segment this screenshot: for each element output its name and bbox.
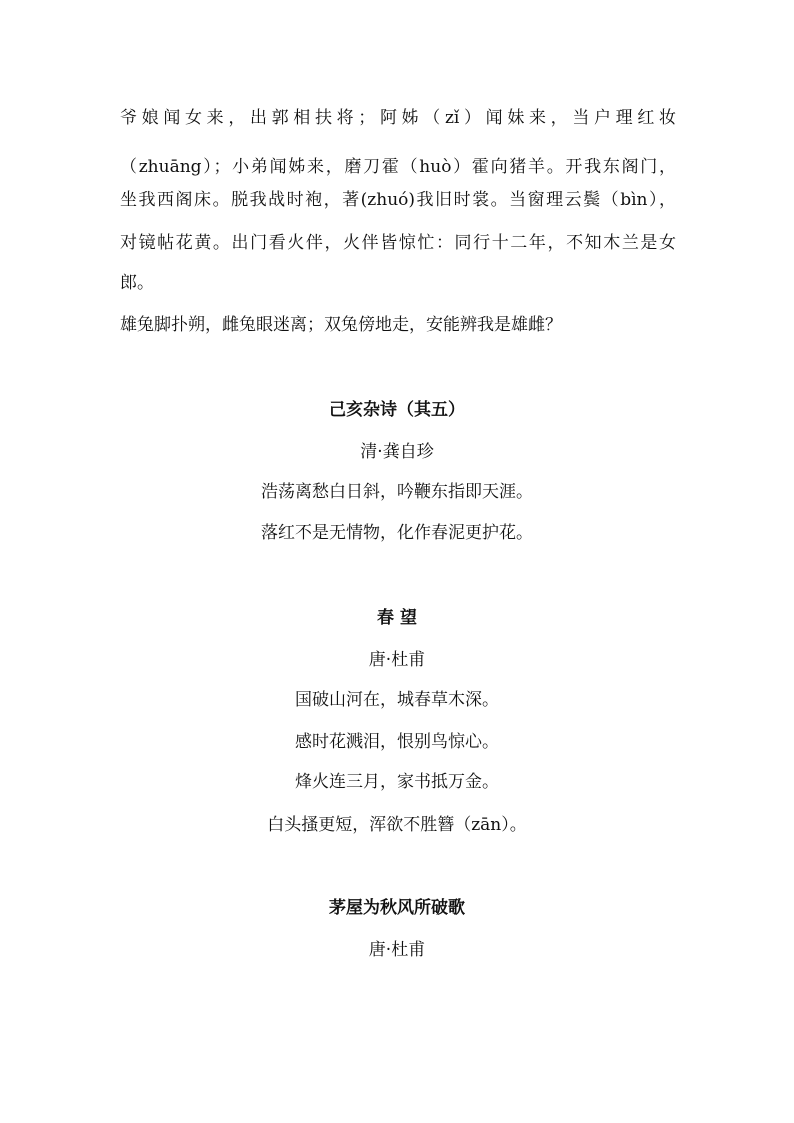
- mulan-line-5: 郎。: [120, 273, 154, 293]
- poem3-title: 茅屋为秋风所破歌: [329, 898, 465, 918]
- poem2-author: 唐·杜甫: [368, 650, 426, 670]
- poem1-title: 己亥杂诗（其五）: [329, 400, 465, 420]
- mulan-line-2: （zhuāng）；小弟闻姊来，磨刀霍（huò）霍向猪羊。开我东阁门，: [120, 157, 676, 177]
- mulan-line-6: 雄兔脚扑朔，雌兔眼迷离；双兔傍地走，安能辨我是雄雌？: [120, 315, 562, 335]
- mulan-line-4: 对镜帖花黄。出门看火伴，火伴皆惊忙：同行十二年，不知木兰是女: [120, 233, 676, 253]
- poem1-line-2: 落红不是无情物，化作春泥更护花。: [261, 523, 533, 543]
- poem2-line-3: 烽火连三月，家书抵万金。: [295, 772, 499, 792]
- poem3-author: 唐·杜甫: [368, 940, 426, 960]
- poem2-line-4: 白头搔更短，浑欲不胜簪（zān）。: [267, 815, 527, 835]
- poem2-title: 春 望: [377, 608, 417, 628]
- poem1-author: 清·龚自珍: [360, 442, 434, 462]
- poem2-line-1: 国破山河在，城春草木深。: [295, 690, 499, 710]
- poem2-line-2: 感时花溅泪，恨别鸟惊心。: [295, 732, 499, 752]
- mulan-line-1: 爷娘闻女来，出郭相扶将；阿姊（zǐ）闻妹来，当户理红妆: [120, 108, 676, 128]
- mulan-line-3: 坐我西阁床。脱我战时袍，著(zhuó)我旧时裳。当窗理云鬓（bìn），: [120, 190, 676, 210]
- poem1-line-1: 浩荡离愁白日斜，吟鞭东指即天涯。: [261, 482, 533, 502]
